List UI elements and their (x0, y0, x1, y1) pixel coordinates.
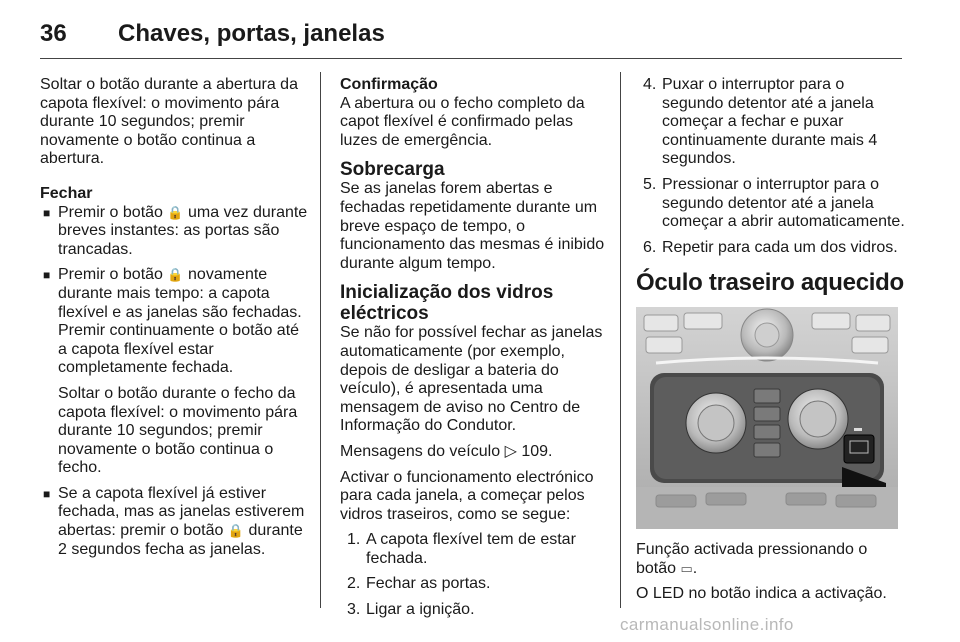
bullet-2-text-b: novamente durante mais tempo: a capota flexível e as janelas são fechadas. Premir continuamente o botão até a capota flexível estar completamente fechada. (58, 266, 302, 377)
bullet-marker: ■ (43, 486, 51, 501)
funcao-text-b: . (692, 559, 698, 577)
step-number: 3. (347, 601, 361, 619)
step-text: A capota flexível tem de estar fechada. (366, 531, 576, 567)
bullet-1-text-a: Premir o botão (58, 203, 168, 221)
column-2 (340, 76, 608, 627)
key-fob-lock-icon: 🔒 (227, 523, 245, 539)
key-fob-lock-icon: 🔒 (167, 204, 184, 220)
heading-inicializacao: Inicialização dos vidros eléctricos (340, 282, 554, 325)
paragraph-inicializacao: Se não for possível fechar as janelas automaticamente (por exemplo, depois de desligar a bateria do veículo), é apresentada uma mensagem de aviso no Centro de Informação do Condutor. (340, 324, 603, 435)
key-fob-lock-icon: 🔒 (167, 267, 184, 283)
heading-confirmacao: Confirmação (340, 76, 438, 93)
step-text: Pressionar o interruptor para o segundo detentor até a janela começar a abrir automaticamente. (662, 175, 905, 231)
bullet-3-text-b: durante 2 segundos fecha as janelas. (58, 522, 303, 558)
mensagens-page: 109. (516, 442, 553, 460)
funcao-text-a: Função activada pressionando o botão (636, 541, 868, 577)
paragraph-confirmacao: A abertura ou o fecho completo da capot flexível é confirmado pelas luzes de emergência. (340, 94, 585, 149)
dashboard-controls-photo (636, 307, 898, 529)
page-header (40, 14, 902, 54)
bullet-2-continuation: Soltar o botão durante o fecho da capota flexível: o movimento pára durante 10 segundos; premir novamente o botão continua o fecho. (58, 384, 298, 477)
bullet-marker: ■ (43, 268, 51, 283)
column-3 (636, 76, 906, 610)
paragraph-soltar-abertura: Soltar o botão durante a abertura da capota flexível: o movimento pára durante 10 segundos; premir novamente o botão continua a abertura. (40, 76, 298, 168)
step-5 (636, 176, 906, 232)
bullet-2-text-a: Premir o botão (58, 266, 168, 284)
heading-fechar: Fechar (40, 184, 93, 202)
bullet-1 (40, 204, 308, 260)
rear-window-heat-icon: ▭ (680, 560, 693, 576)
section-title-oculo: Óculo traseiro aquecido (636, 269, 904, 297)
bullet-marker: ■ (43, 205, 51, 220)
bullet-3 (40, 485, 308, 559)
step-4 (636, 76, 906, 169)
column-divider-1 (320, 72, 321, 608)
page-number: 36 (40, 20, 67, 47)
step-text: Repetir para cada um dos vidros. (662, 238, 898, 256)
step-number: 6. (643, 238, 657, 256)
step-3 (340, 601, 608, 620)
page-reference-arrow-icon: ▷ (504, 442, 517, 460)
step-1 (340, 531, 608, 568)
paragraph-funcao (636, 541, 906, 578)
mensagens-text: Mensagens do veículo (340, 442, 501, 460)
heading-sobrecarga: Sobrecarga (340, 159, 445, 181)
step-text: Fechar as portas. (366, 575, 491, 593)
step-number: 5. (643, 175, 657, 193)
bullet-2 (40, 266, 308, 378)
step-text: Ligar a ignição. (366, 601, 475, 619)
bullet-1-text-b: uma vez durante breves instantes: as portas são trancadas. (58, 203, 308, 258)
bullet-3-text-a: Se a capota flexível já estiver fechada, mas as janelas estiverem abertas: premir o botão (58, 484, 305, 540)
paragraph-activar: Activar o funcionamento electrónico para cada janela, a começar pelos vidros traseiros, como se segue: (340, 468, 594, 523)
header-rule (40, 58, 902, 59)
paragraph-mensagens (340, 443, 608, 462)
paragraph-led: O LED no botão indica a activação. (636, 584, 887, 602)
step-number: 2. (347, 575, 361, 593)
step-text: Puxar o interruptor para o segundo detentor até a janela começar a fechar e puxar continuamente durante mais 4 segundos. (662, 76, 878, 168)
step-number: 1. (347, 531, 361, 549)
paragraph-sobrecarga: Se as janelas forem abertas e fechadas repetidamente durante um breve espaço de tempo, o funcionamento das mesmas é inibido durante algum tempo. (340, 180, 605, 272)
step-6 (636, 239, 906, 258)
watermark: carmanualsonline.info (620, 615, 794, 634)
column-divider-2 (620, 72, 621, 608)
step-number: 4. (643, 76, 657, 93)
column-1 (40, 76, 308, 566)
chapter-title: Chaves, portas, janelas (118, 20, 385, 47)
step-2 (340, 575, 608, 594)
